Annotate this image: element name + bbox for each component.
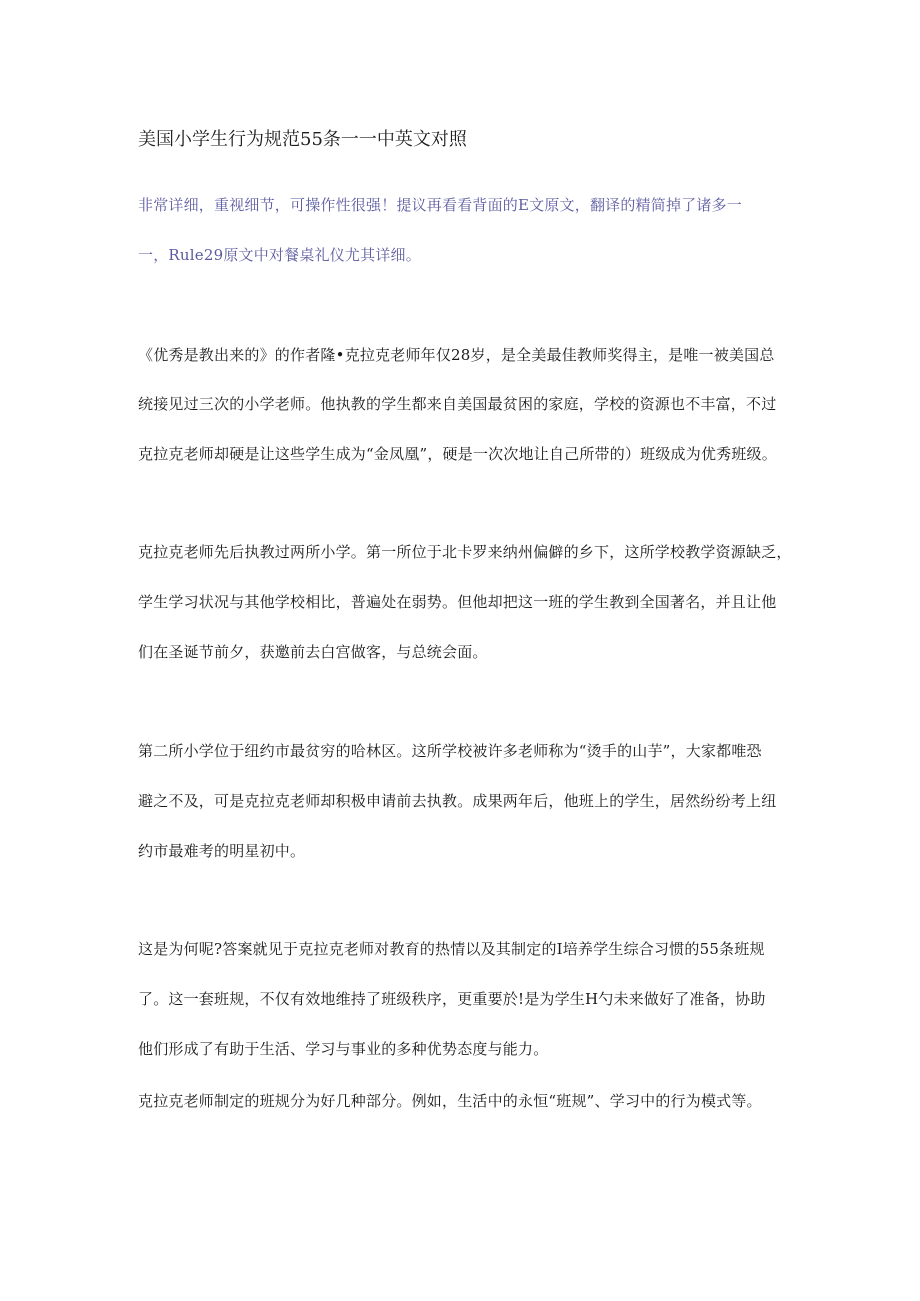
paragraph-line: 约市最难考的明星初中。 xyxy=(138,842,306,860)
paragraph-line: 这是为何呢?答案就见于克拉克老师对教育的热情以及其制定的I培养学生综合习惯的55条班规 xyxy=(138,940,765,958)
note-line: 一，Rule29原文中对餐桌礼仪尤其详细。 xyxy=(138,246,421,264)
paragraph-line: 避之不及，可是克拉克老师却积极申请前去执教。成果两年后，他班上的学生，居然纷纷考上纽 xyxy=(138,792,777,810)
paragraph-line: 克拉克老师制定的班规分为好几种部分。例如，生活中的永恒“班规”、学习中的行为模式等。 xyxy=(138,1092,762,1110)
paragraph-line: 统接见过三次的小学老师。他执教的学生都来自美国最贫困的家庭，学校的资源也不丰富，不过 xyxy=(138,395,777,413)
paragraph-line: 第二所小学位于纽约市最贫穷的哈林区。这所学校被许多老师称为“烫手的山芋”，大家都唯恐 xyxy=(138,742,762,760)
paragraph-line: 们在圣诞节前夕，获邀前去白宫做客，与总统会面。 xyxy=(138,643,488,661)
paragraph-line: 克拉克老师先后执教过两所小学。第一所位于北卡罗来纳州偏僻的乡下，这所学校教学资源缺乏， xyxy=(138,543,792,561)
paragraph-line: 他们形成了有助于生活、学习与事业的多种优势态度与能力。 xyxy=(138,1040,549,1058)
document-title: 美国小学生行为规范55条一一中英文对照 xyxy=(138,129,467,150)
paragraph-line: 《优秀是教出来的》的作者隆•克拉克老师年仅28岁，是全美最佳教师奖得主，是唯一被美国总 xyxy=(138,346,775,364)
paragraph-line: 学生学习状况与其他学校相比，普遍处在弱势。但他却把这一班的学生教到全国著名，并且让他 xyxy=(138,593,777,611)
paragraph-line: 克拉克老师却硬是让这些学生成为“金凤凰”，硬是一次次地让自己所带的）班级成为优秀班级。 xyxy=(138,445,777,463)
paragraph-line: 了。这一套班规，不仅有效地维持了班级秩序，更重要於!是为学生H勺未来做好了准备，协助 xyxy=(138,990,766,1008)
note-line: 非常详细，重视细节，可操作性很强！提议再看看背面的E文原文，翻译的精简掉了诸多一 xyxy=(138,196,742,214)
